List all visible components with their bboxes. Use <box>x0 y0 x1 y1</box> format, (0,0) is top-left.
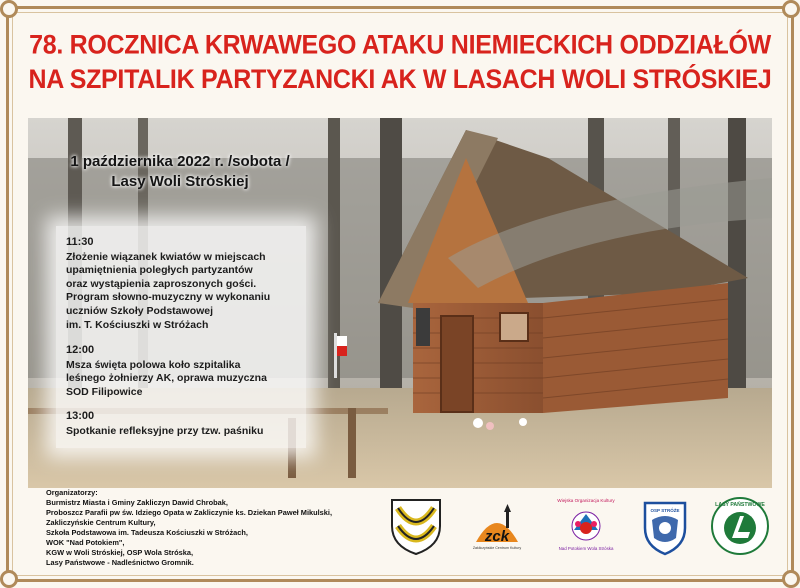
schedule-line: Złożenie wiązanek kwiatów w miejscach <box>66 250 266 263</box>
schedule-line: Program słowno-muzyczny w wykonaniu <box>66 291 271 304</box>
coat-of-arms-logo <box>388 496 444 556</box>
schedule-item <box>66 344 306 399</box>
schedule-time: 12:00 <box>66 344 95 356</box>
organizers-list <box>46 488 376 568</box>
zck-logo-text: zck <box>484 528 510 545</box>
wok-logo-top-text: Wiejska Organizacja Kultury <box>557 498 615 503</box>
schedule-time: 13:00 <box>66 410 95 422</box>
schedule-line: Msza święta polowa koło szpitalika <box>66 358 241 371</box>
organizer-line: Proboszcz Parafii pw św. Idziego Opata w Zakliczynie ks. Dziekan Paweł Mikulski, <box>46 508 333 517</box>
schedule-panel <box>56 226 306 448</box>
frame-corner-ornament <box>782 570 800 588</box>
lasy-panstwowe-logo <box>710 496 770 556</box>
schedule-line: uczniów Szkoły Podstawowej <box>66 304 214 317</box>
schedule-time: 11:30 <box>66 236 94 248</box>
organizers-heading: Organizatorzy: <box>46 488 98 497</box>
lasy-panstwowe-ring-text: LASY PAŃSTWOWE <box>715 502 765 508</box>
wok-flower-icon <box>556 506 616 546</box>
wok-nad-potokiem-logo <box>556 498 616 556</box>
frame-corner-ornament <box>0 570 18 588</box>
schedule-line: Spotkanie refleksyjne przy tzw. paśniku <box>66 424 264 437</box>
schedule-item <box>66 410 306 438</box>
osp-logo-text: OSP STRÓŻE <box>650 508 680 513</box>
organizer-line: Zakliczyńskie Centrum Kultury, <box>46 518 156 527</box>
title-line-1: 78. ROCZNICA KRWAWEGO ATAKU NIEMIECKICH ODDZIAŁÓW <box>29 29 771 60</box>
frame-corner-ornament <box>782 0 800 18</box>
zck-logo <box>470 504 524 554</box>
schedule-line: im. T. Kościuszki w Stróżach <box>66 318 209 331</box>
organizer-line: WOK "Nad Potokiem", <box>46 538 125 547</box>
schedule-line: upamiętnienia poległych partyzantów <box>66 264 253 277</box>
osp-stroze-logo <box>642 500 688 556</box>
organizer-line: KGW w Woli Stróskiej, OSP Wola Stróska, <box>46 548 194 557</box>
title-line-2: NA SZPITALIK PARTYZANCKI AK W LASACH WOLI STRÓSKIEJ <box>28 64 772 95</box>
wok-logo-bottom-text: Nad Potokiem Wola Stróska <box>558 546 614 551</box>
event-date-line: 1 października 2022 r. /sobota / <box>70 153 290 170</box>
schedule-line: oraz wystąpienia zaproszonych gości. <box>66 277 257 290</box>
zck-logo-subtitle: Zakliczyńskie Centrum Kultury <box>472 546 522 550</box>
event-location-line: Lasy Woli Stróskiej <box>111 173 249 190</box>
organizer-line: Burmistrz Miasta i Gminy Zakliczyn Dawid Chrobak, <box>46 498 228 507</box>
schedule-line: SOD Filipowice <box>66 385 143 398</box>
schedule-item <box>66 236 306 332</box>
organizer-line: Lasy Państwowe - Nadleśnictwo Gromnik. <box>46 558 194 567</box>
poster-title <box>20 27 780 96</box>
schedule-line: leśnego żołnierzy AK, oprawa muzyczna <box>66 372 267 385</box>
event-date <box>40 152 320 192</box>
organizer-line: Szkoła Podstawowa im. Tadeusza Kościuszki w Stróżach, <box>46 528 248 537</box>
frame-corner-ornament <box>0 0 18 18</box>
coat-of-arms-icon <box>388 496 444 556</box>
